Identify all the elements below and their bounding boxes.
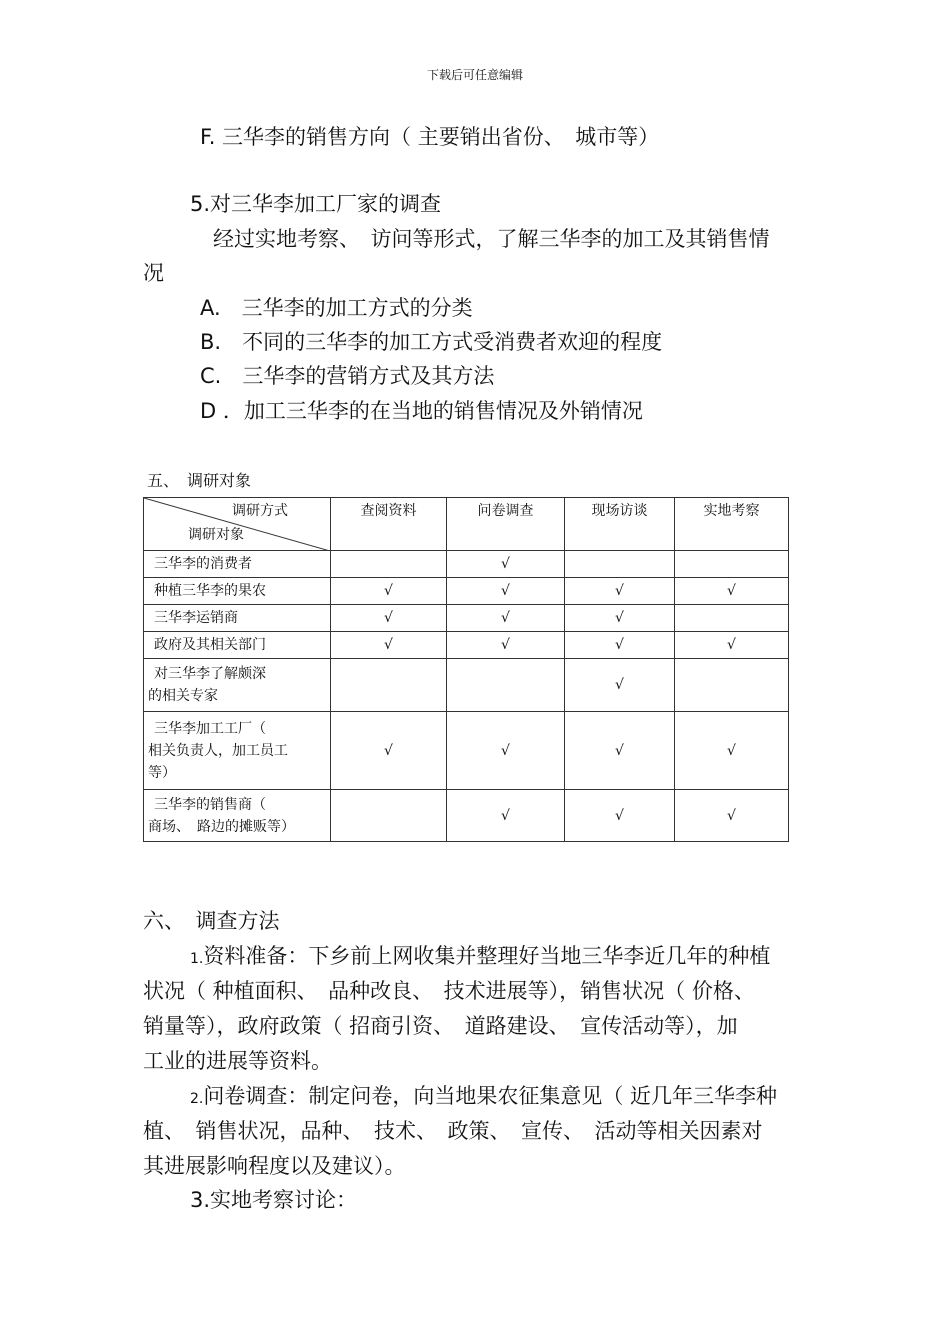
row-label xyxy=(144,551,331,578)
p2-line2: 植、 销售状况，品种、 技术、 政策、 宣传、 活动等相关因素对 xyxy=(143,1119,763,1143)
row-label-line: 对三华李了解颇深 xyxy=(154,666,266,682)
row-label xyxy=(144,632,331,659)
check-cell xyxy=(675,551,789,578)
p1-number: 1. xyxy=(190,951,204,967)
table-row xyxy=(144,578,789,605)
check-cell xyxy=(331,551,447,578)
row-label xyxy=(144,712,331,790)
check-cell: √ xyxy=(565,578,675,605)
p1-line4: 工业的进展等资料。 xyxy=(143,1049,332,1073)
check-cell xyxy=(565,551,675,578)
check-cell xyxy=(675,605,789,632)
row-label-line: 商场、 路边的摊贩等） xyxy=(148,818,295,835)
p1-line1-text: 资料准备：下乡前上网收集并整理好当地三华李近几年的种植 xyxy=(203,944,771,968)
check-cell: √ xyxy=(447,605,565,632)
corner-bottom-label: 调研对象 xyxy=(188,527,244,543)
check-cell: √ xyxy=(675,632,789,659)
check-cell: √ xyxy=(565,632,675,659)
check-cell: √ xyxy=(447,790,565,842)
row-label-line: 三华李加工工厂（ xyxy=(154,720,266,737)
p2-line3: 其进展影响程度以及建议）。 xyxy=(143,1154,406,1178)
row-label xyxy=(144,659,331,712)
table-row xyxy=(144,551,789,578)
check-cell xyxy=(447,659,565,712)
table-row xyxy=(144,712,789,790)
section-six-title: 六、 调查方法 xyxy=(143,909,280,933)
p2-number: 2. xyxy=(190,1091,204,1107)
section-five-title: 五、 调研对象 xyxy=(147,471,252,490)
check-cell: √ xyxy=(331,632,447,659)
section5-intro-line2: 况 xyxy=(143,261,164,285)
check-cell: √ xyxy=(565,605,675,632)
table-row xyxy=(144,659,789,712)
check-cell: √ xyxy=(331,712,447,790)
check-cell xyxy=(331,790,447,842)
column-header: 实地考察 xyxy=(675,498,789,551)
table-row xyxy=(144,605,789,632)
check-cell: √ xyxy=(675,712,789,790)
p1-line1 xyxy=(190,941,770,974)
check-cell: √ xyxy=(447,712,565,790)
row-label-line: 三华李运销商 xyxy=(154,610,238,626)
column-header: 问卷调查 xyxy=(447,498,565,551)
section5-item-d: D ．加工三华李的在当地的销售情况及外销情况 xyxy=(200,399,643,423)
row-label-line: 三华李的消费者 xyxy=(154,556,252,572)
column-header: 现场访谈 xyxy=(565,498,675,551)
p1-line3: 销量等），政府政策（ 招商引资、 道路建设、 宣传活动等），加 xyxy=(143,1014,738,1038)
check-cell: √ xyxy=(565,712,675,790)
table-row xyxy=(144,790,789,842)
check-cell: √ xyxy=(675,578,789,605)
corner-top-label: 调研方式 xyxy=(232,503,288,519)
check-cell: √ xyxy=(675,790,789,842)
check-cell: √ xyxy=(331,578,447,605)
check-cell: √ xyxy=(447,551,565,578)
row-label-line: 等） xyxy=(148,764,176,781)
p1-line2: 状况（ 种植面积、 品种改良、 技术进展等），销售状况（ 价格、 xyxy=(143,979,755,1003)
p2-line1 xyxy=(190,1081,777,1114)
check-cell: √ xyxy=(565,659,675,712)
row-label xyxy=(144,605,331,632)
row-label-line: 三华李的销售商（ xyxy=(154,796,266,813)
item-f: F. 三华李的销售方向（ 主要销出省份、 城市等） xyxy=(200,125,660,149)
check-cell: √ xyxy=(331,605,447,632)
p3-line: 3.实地考察讨论： xyxy=(190,1188,358,1212)
row-label-line: 相关负责人，加工员工 xyxy=(148,742,288,759)
page-header: 下载后可任意编辑 xyxy=(426,68,523,82)
row-label-line: 种植三华李的果农 xyxy=(154,583,266,599)
p2-line1-text: 问卷调查：制定问卷，向当地果农征集意见（ 近几年三华李种 xyxy=(203,1084,778,1108)
section5-item-a: A. 三华李的加工方式的分类 xyxy=(200,296,473,320)
row-label xyxy=(144,578,331,605)
check-cell: √ xyxy=(565,790,675,842)
table-row xyxy=(144,632,789,659)
check-cell: √ xyxy=(447,578,565,605)
check-cell: √ xyxy=(447,632,565,659)
row-label xyxy=(144,790,331,842)
row-label-line: 政府及其相关部门 xyxy=(154,637,266,653)
column-header: 查阅资料 xyxy=(331,498,447,551)
check-cell xyxy=(331,659,447,712)
section5-item-b: B. 不同的三华李的加工方式受消费者欢迎的程度 xyxy=(200,330,663,354)
survey-table xyxy=(143,497,789,842)
table-header-row xyxy=(144,498,789,551)
check-cell xyxy=(675,659,789,712)
row-label-line: 的相关专家 xyxy=(148,688,218,704)
section5-title: 5.对三华李加工厂家的调查 xyxy=(190,192,442,216)
section5-item-c: C. 三华李的营销方式及其方法 xyxy=(200,364,495,388)
section5-intro-line1: 经过实地考察、 访问等形式，了解三华李的加工及其销售情 xyxy=(213,227,770,251)
table-corner-cell xyxy=(144,498,331,551)
